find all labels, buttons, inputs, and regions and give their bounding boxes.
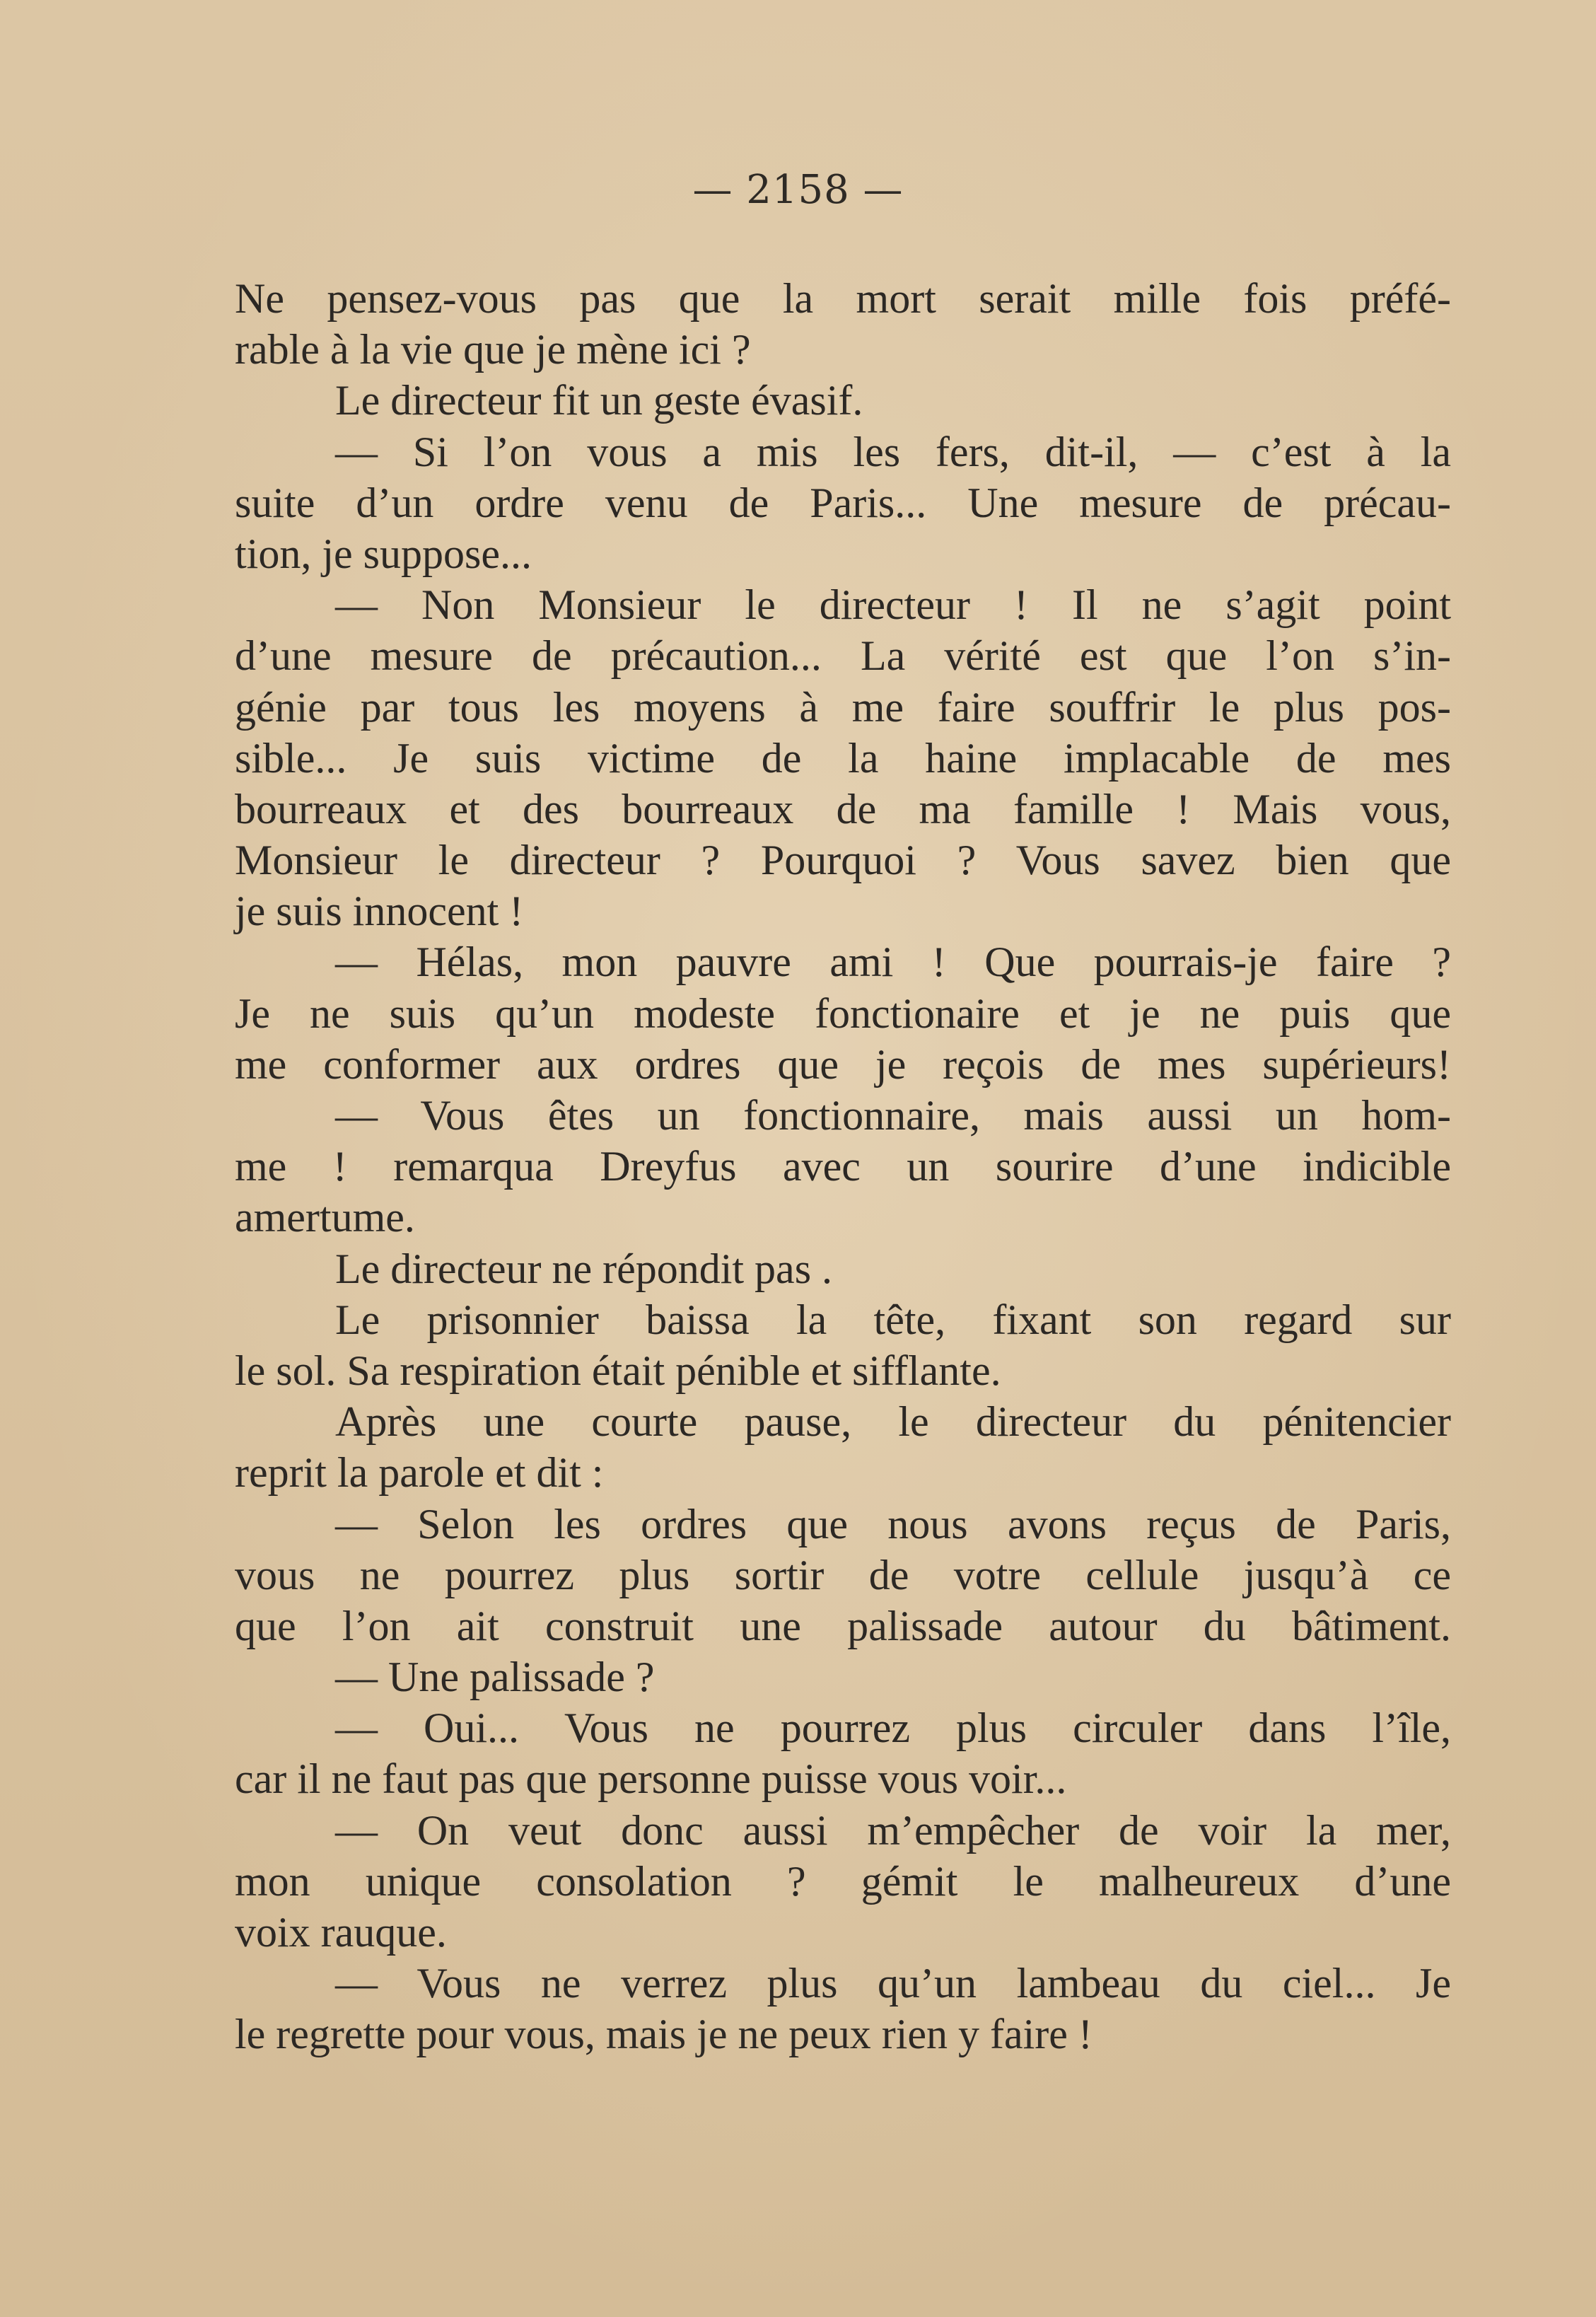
text-line: bourreaux et des bourreaux de ma famille ! Mais vous, xyxy=(235,785,1451,832)
text-line: Le directeur ne répondit pas . xyxy=(335,1245,833,1292)
text-line: — Une palissade ? xyxy=(335,1654,655,1701)
text-line: vous ne pourrez plus sortir de votre cellule jusqu’à ce xyxy=(235,1551,1451,1598)
text-line: — Hélas, mon pauvre ami ! Que pourrais-je faire ? xyxy=(335,939,1451,986)
text-line: me conformer aux ordres que je reçois de mes supérieurs! xyxy=(235,1040,1451,1088)
text-line: Après une courte pause, le directeur du pénitencier xyxy=(335,1398,1451,1446)
text-line: Monsieur le directeur ? Pourquoi ? Vous savez bien que xyxy=(235,837,1451,884)
text-line: Je ne suis qu’un modeste fonctionaire et je ne puis que xyxy=(235,989,1451,1037)
text-line: — Non Monsieur le directeur ! Il ne s’agit point xyxy=(335,581,1451,629)
page-number: — 2158 — xyxy=(692,167,904,213)
text-line: mon unique consolation ? gémit le malheureux d’une xyxy=(235,1857,1451,1905)
text-line: suite d’un ordre venu de Paris... Une mesure de précau- xyxy=(235,479,1451,526)
text-line: d’une mesure de précaution... La vérité est que l’on s’in- xyxy=(235,632,1451,680)
text-line: — On veut donc aussi m’empêcher de voir la mer, xyxy=(335,1806,1451,1854)
text-line: reprit la parole et dit : xyxy=(235,1449,604,1497)
text-line: Le directeur fit un geste évasif. xyxy=(335,377,863,424)
text-line: je suis innocent ! xyxy=(235,888,524,935)
text-line: car il ne faut pas que personne puisse vous voir... xyxy=(235,1755,1067,1803)
text-line: le regrette pour vous, mais je ne peux rien y faire ! xyxy=(235,2011,1093,2058)
text-line: voix rauque. xyxy=(235,1909,447,1956)
text-line: génie par tous les moyens à me faire souffrir le plus pos- xyxy=(235,683,1451,731)
text-line: — Vous ne verrez plus qu’un lambeau du ciel... Je xyxy=(335,1960,1451,2007)
text-line: — Si l’on vous a mis les fers, dit-il, — c’est à la xyxy=(335,428,1451,475)
text-line: — Selon les ordres que nous avons reçus de Paris, xyxy=(335,1500,1451,1547)
text-line: Le prisonnier baissa la tête, fixant son regard sur xyxy=(335,1296,1451,1343)
text-line: Ne pensez-vous pas que la mort serait mille fois préfé- xyxy=(235,275,1451,322)
text-line: me ! remarqua Dreyfus avec un sourire d’une indicible xyxy=(235,1143,1451,1190)
text-line: — Vous êtes un fonctionnaire, mais aussi un hom- xyxy=(335,1092,1451,1139)
text-line: sible... Je suis victime de la haine implacable de mes xyxy=(235,734,1451,782)
text-line: — Oui... Vous ne pourrez plus circuler dans l’île, xyxy=(335,1705,1451,1752)
text-line: que l’on ait construit une palissade autour du bâtiment. xyxy=(235,1602,1451,1649)
text-line: amertume. xyxy=(235,1194,415,1241)
text-line: le sol. Sa respiration était pénible et sifflante. xyxy=(235,1347,1001,1394)
text-line: tion, je suppose... xyxy=(235,530,532,577)
body-text xyxy=(235,273,1451,2060)
text-line: rable à la vie que je mène ici ? xyxy=(235,326,751,373)
